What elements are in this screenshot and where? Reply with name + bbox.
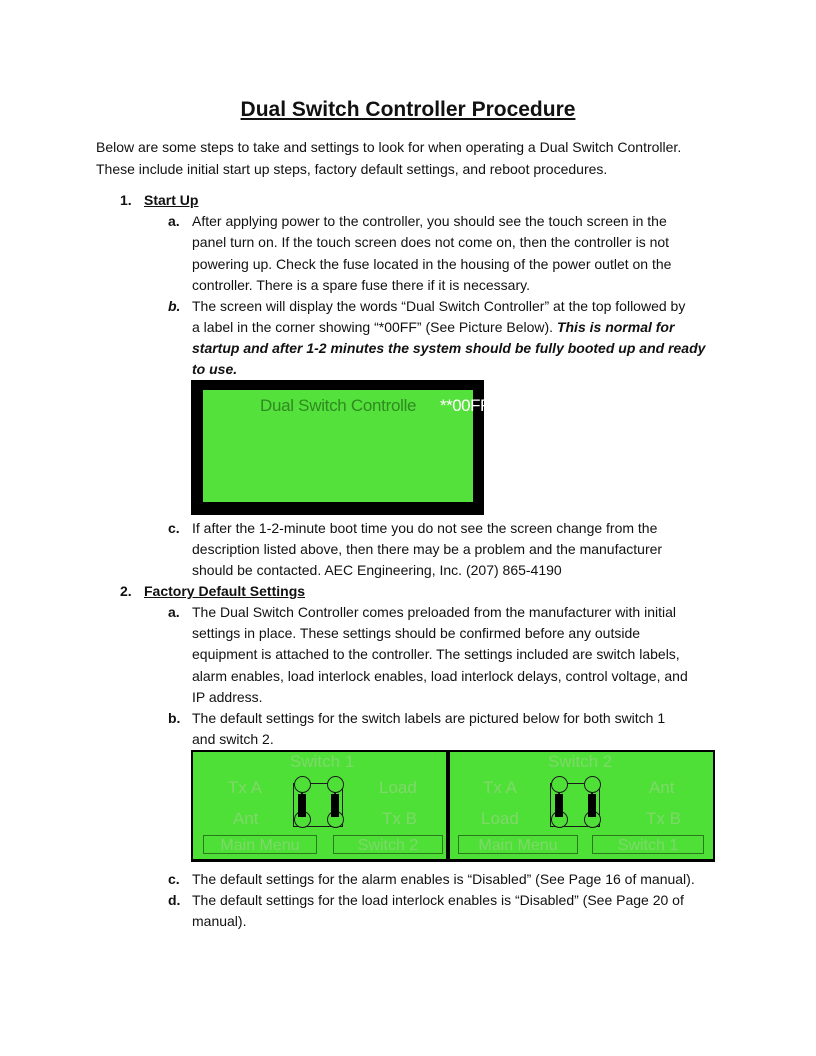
- item-line: The default settings for the alarm enables is “Disabled” (See Page 16 of manual).: [192, 871, 695, 887]
- screen-title: Dual Switch Controlle: [260, 396, 417, 415]
- item-letter: b.: [168, 298, 181, 314]
- item-line: The default settings for the load interlock enables is “Disabled” (See Page 20 of: [192, 892, 684, 908]
- item-line: If after the 1-2-minute boot time you do not see the screen change from the: [192, 520, 658, 536]
- switch-1-button[interactable]: Switch 1: [592, 835, 704, 854]
- switch-2-button[interactable]: Switch 2: [333, 835, 443, 854]
- switch-labels-photo: [191, 750, 715, 862]
- emphasis-text: startup and after 1-2 minutes the system should be fully booted up and ready: [192, 340, 706, 356]
- item-line: panel turn on. If the touch screen does not come on, then the controller is not: [192, 234, 670, 250]
- item-line: description listed above, then there may be a problem and the manufacturer: [192, 541, 663, 557]
- intro-line: Below are some steps to take and settings to look for when operating a Dual Switch Controller.: [96, 139, 682, 155]
- item-line: controller. There is a spare fuse there if it is necessary.: [192, 277, 530, 293]
- item-line: and switch 2.: [192, 731, 274, 747]
- switch-position-bar: [298, 794, 306, 817]
- section-number: 1.: [120, 192, 132, 208]
- switch-2-panel: [450, 752, 713, 859]
- item-line: settings in place. These settings should be confirmed before any outside: [192, 625, 641, 641]
- right-bottom-label: Tx B: [382, 809, 417, 828]
- item-letter: d.: [168, 892, 181, 908]
- emphasis-text: to use.: [192, 361, 238, 377]
- right-top-label: Ant: [649, 778, 675, 797]
- emphasis-text: This is normal for: [556, 319, 675, 335]
- left-top-label: Tx A: [228, 778, 263, 797]
- item-line: [192, 317, 674, 338]
- section-heading-factory-defaults: Factory Default Settings: [144, 583, 306, 599]
- item-line: After applying power to the controller, you should see the touch screen in the: [192, 213, 667, 229]
- switch-position-bar: [331, 794, 339, 817]
- switch-port-circle: [584, 776, 601, 793]
- item-letter: c.: [168, 520, 180, 536]
- intro-line: These include initial start up steps, factory default settings, and reboot procedures.: [96, 161, 608, 177]
- item-line-text: a label in the corner showing “*00FF” (See Picture Below).: [192, 319, 557, 335]
- left-bottom-label: Ant: [233, 809, 259, 828]
- right-bottom-label: Tx B: [646, 809, 681, 828]
- item-letter: c.: [168, 871, 180, 887]
- status-label: **00FF: [440, 396, 490, 415]
- section-heading-start-up: Start Up: [144, 192, 199, 208]
- item-letter: a.: [168, 213, 180, 229]
- left-top-label: Tx A: [483, 778, 518, 797]
- item-line: The Dual Switch Controller comes preloaded from the manufacturer with initial: [192, 604, 676, 620]
- item-line: should be contacted. AEC Engineering, Inc. (207) 865-4190: [192, 562, 562, 578]
- item-line: The screen will display the words “Dual Switch Controller” at the top followed by: [192, 298, 686, 314]
- switch-position-bar: [588, 794, 596, 817]
- switch-port-circle: [551, 776, 568, 793]
- main-menu-button[interactable]: Main Menu: [458, 835, 578, 854]
- left-bottom-label: Load: [481, 809, 519, 828]
- right-top-label: Load: [379, 778, 417, 797]
- main-menu-button[interactable]: Main Menu: [203, 835, 317, 854]
- page-title: Dual Switch Controller Procedure: [240, 98, 576, 121]
- boot-screen-photo: [191, 380, 490, 515]
- item-line: equipment is attached to the controller. The settings included are switch labels,: [192, 646, 680, 662]
- item-line: manual).: [192, 913, 247, 929]
- panel-title: Switch 1: [290, 752, 355, 771]
- item-letter: b.: [168, 710, 181, 726]
- switch-port-circle: [294, 776, 311, 793]
- item-line: alarm enables, load interlock enables, load interlock delays, control voltage, and: [192, 668, 688, 684]
- switch-port-circle: [327, 776, 344, 793]
- section-number: 2.: [120, 583, 132, 599]
- item-line: powering up. Check the fuse located in the housing of the power outlet on the: [192, 256, 672, 272]
- item-letter: a.: [168, 604, 180, 620]
- switch-1-panel: [193, 752, 446, 859]
- panel-title: Switch 2: [548, 752, 613, 771]
- switch-position-bar: [555, 794, 563, 817]
- item-line: IP address.: [192, 689, 263, 705]
- lcd-screen: [203, 390, 490, 502]
- item-line: The default settings for the switch labels are pictured below for both switch 1: [192, 710, 666, 726]
